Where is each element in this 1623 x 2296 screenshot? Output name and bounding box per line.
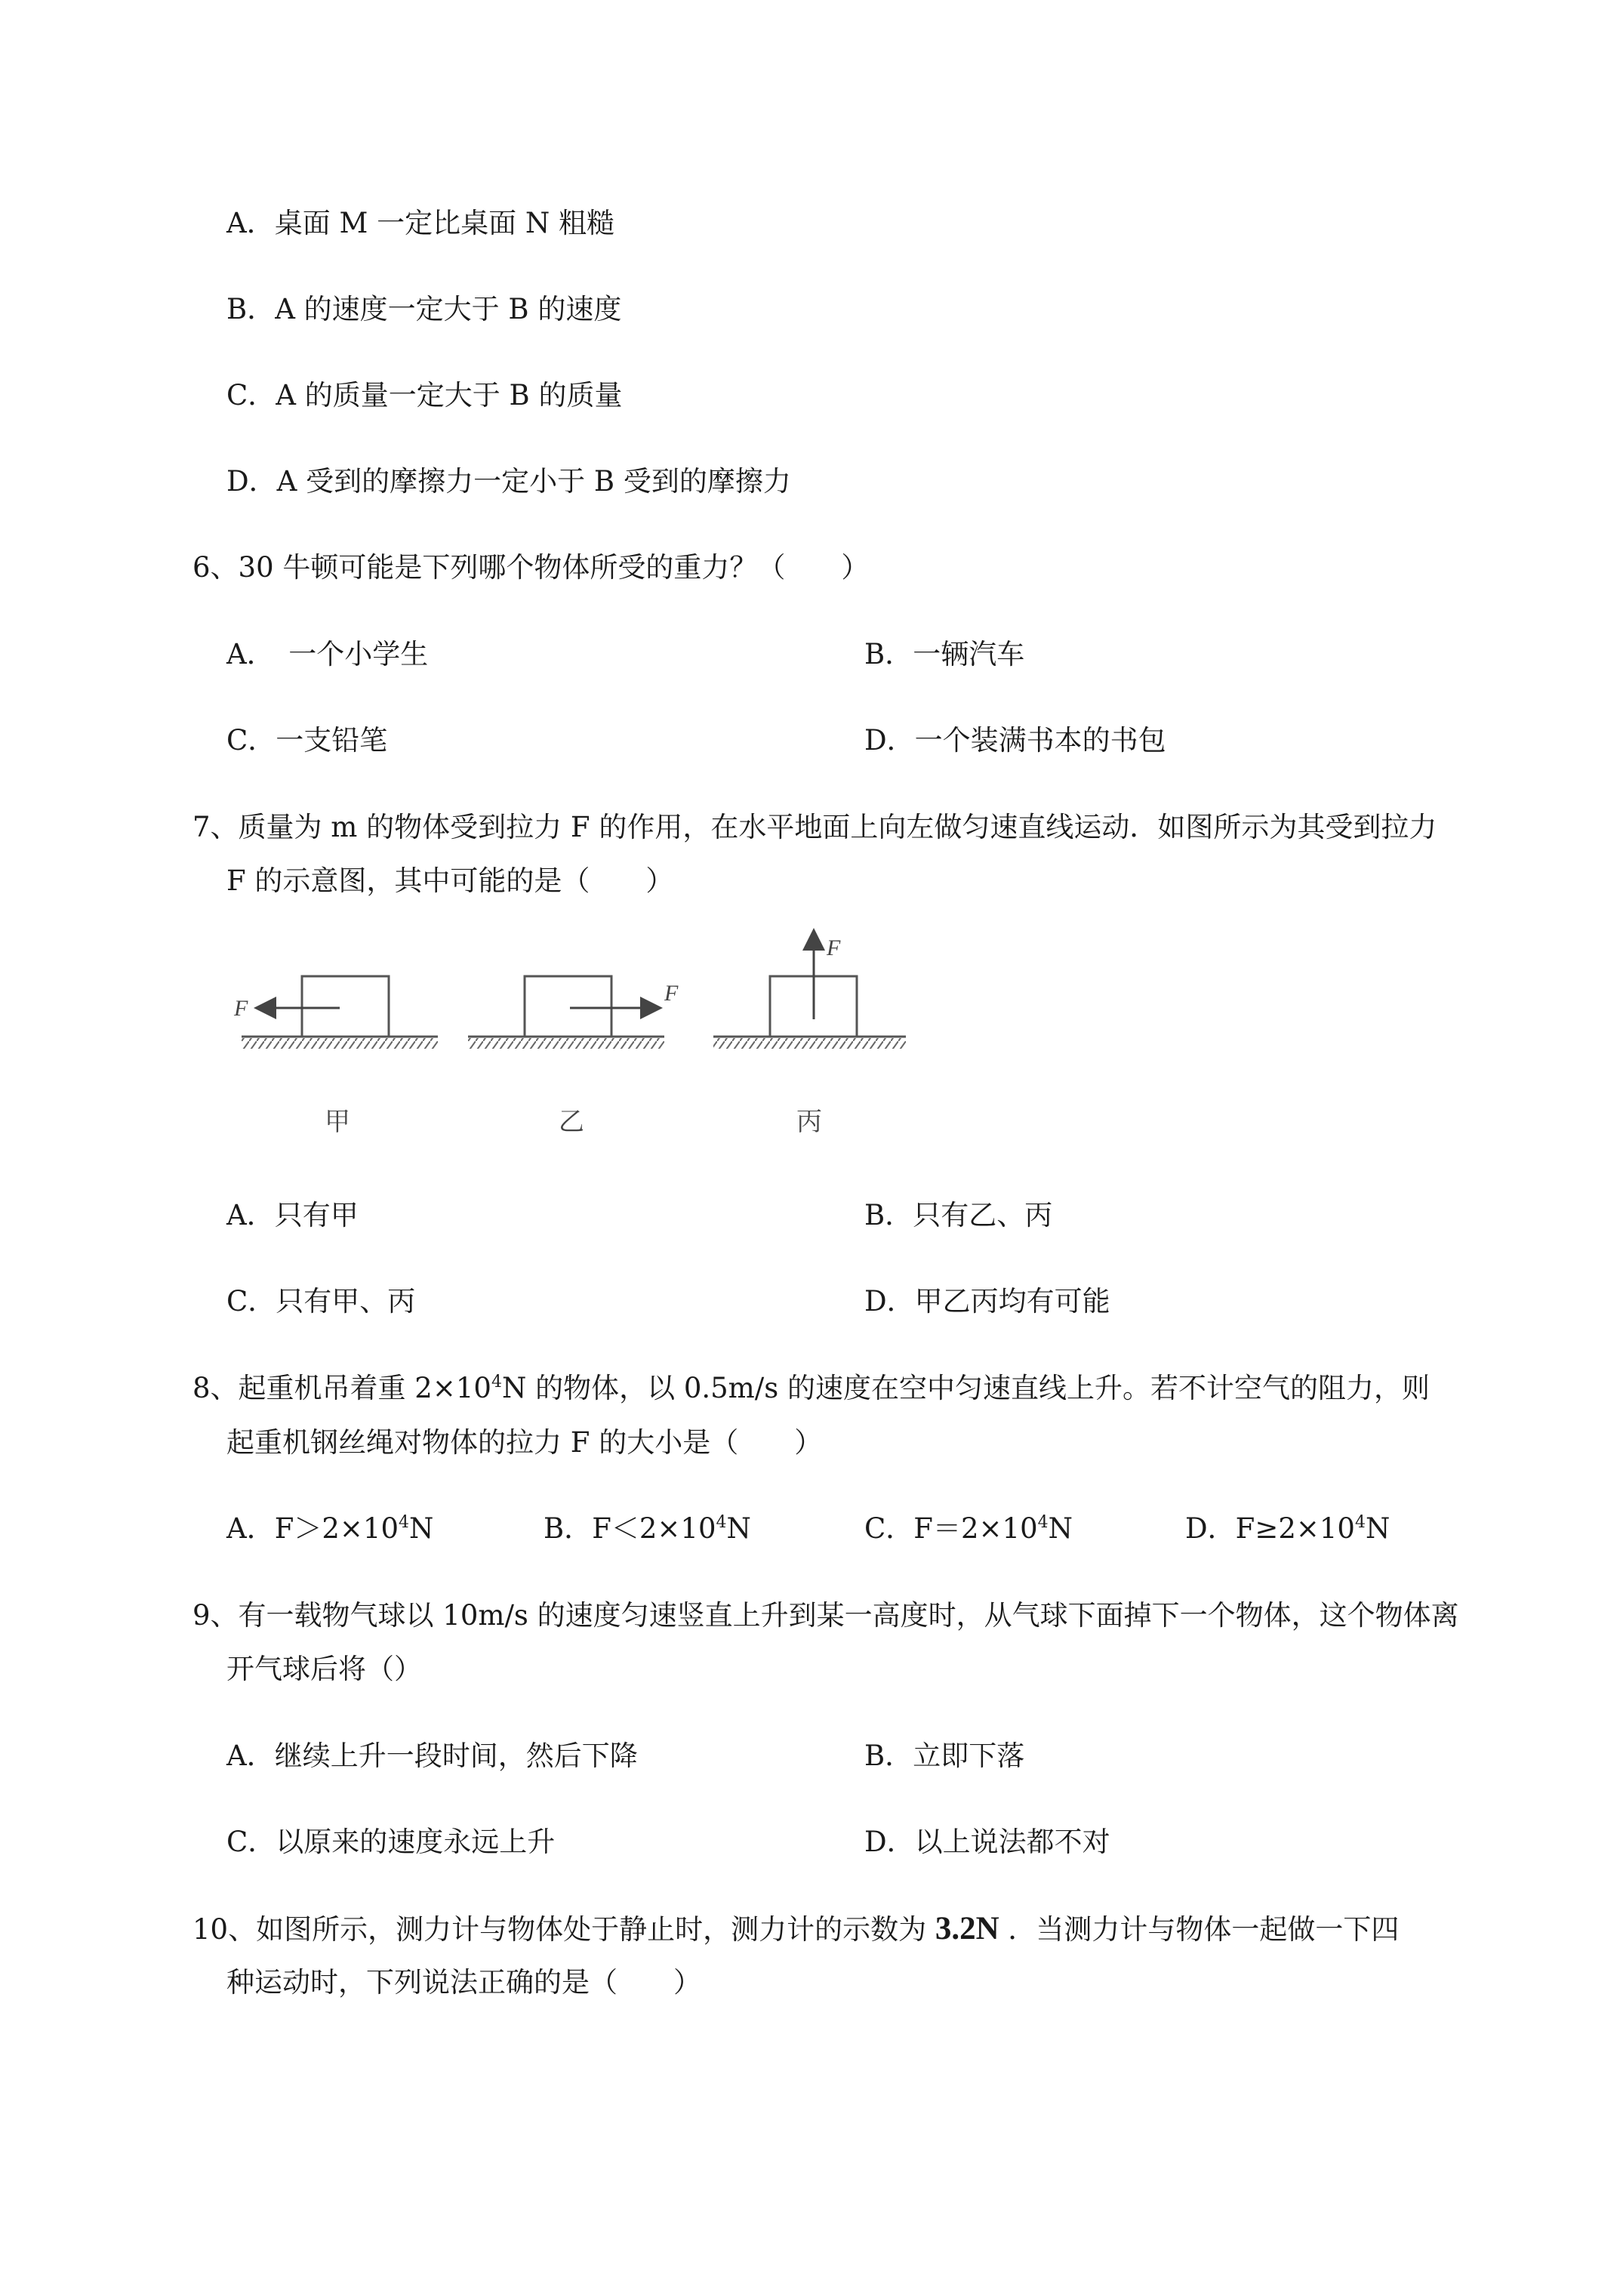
force-label-yi: F: [664, 981, 679, 1006]
q8-stem-line2: 起重机钢丝绳对物体的拉力 F 的大小是（ ）: [226, 1426, 823, 1459]
q9-stem-line1: 9、有一载物气球以 10m/s 的速度匀速竖直上升到某一高度时，从气球下面掉下一个物体，这个物体离: [192, 1599, 1459, 1632]
figure-bing: [713, 932, 906, 1137]
q10-stem-line2: 种运动时，下列说法正确的是（ ）: [226, 1966, 701, 1999]
q7-option-b: B．只有乙、丙: [864, 1199, 1053, 1231]
q5-option-a: A．桌面 M 一定比桌面 N 粗糙: [226, 207, 615, 239]
q10-stem-line1: [192, 1911, 1399, 1948]
q9-option-c: C．以原来的速度永远上升: [226, 1826, 556, 1858]
q7-force-diagram: [226, 925, 906, 1151]
q5-option-d: D．A 受到的摩擦力一定小于 B 受到的摩擦力: [226, 465, 791, 498]
q9-option-a: A．继续上升一段时间，然后下降: [226, 1740, 638, 1772]
q6-option-d: D．一个装满书本的书包: [864, 724, 1166, 757]
q6-option-c: C．一支铅笔: [226, 724, 388, 757]
q5-option-c: C．A 的质量一定大于 B 的质量: [226, 379, 623, 411]
q10-stem-text-a: 10、如图所示，测力计与物体处于静止时，测力计的示数为: [192, 1913, 935, 1946]
q10-stem-text-b: ．当测力计与物体一起做一下四: [999, 1913, 1400, 1946]
q8-stem-text-b: N 的物体，以 0.5m/s 的速度在空中匀速直线上升。若不计空气的阻力，则: [501, 1372, 1430, 1404]
q10-reading-value: 3.2N: [935, 1911, 999, 1946]
q9-stem-line2: 开气球后将（）: [226, 1653, 422, 1685]
figure-label-jia: 甲: [325, 1107, 350, 1137]
q5-option-b: B．A 的速度一定大于 B 的速度: [226, 293, 622, 325]
force-label-bing: F: [827, 935, 841, 960]
q8-option-b: B．$F<2\times 10^4N$: [544, 1512, 751, 1545]
q8-stem-text-a: 8、起重机吊着重 2×10: [192, 1372, 491, 1404]
figure-yi: [468, 976, 679, 1137]
q7-stem-line1: 7、质量为 m 的物体受到拉力 F 的作用，在水平地面上向左做匀速直线运动．如图所示为其受到拉力: [192, 811, 1437, 843]
q7-option-d: D．甲乙丙均有可能: [864, 1285, 1110, 1318]
q6-stem: 6、30 牛顿可能是下列哪个物体所受的重力？（ ）: [192, 551, 870, 584]
q8-option-d: D．$F\ge 2\times 10^4N$: [1185, 1512, 1390, 1545]
q7-option-c: C．只有甲、丙: [226, 1285, 416, 1318]
q7-option-a: A．只有甲: [226, 1199, 359, 1231]
q7-stem-line2: F 的示意图，其中可能的是（ ）: [226, 864, 674, 897]
q6-option-b: B．一辆汽车: [864, 638, 1025, 670]
q9-option-b: B．立即下落: [864, 1740, 1025, 1772]
q8-option-a: A．$F>2\times 10^4N$: [226, 1512, 434, 1545]
q8-stem-exponent: 4: [491, 1373, 502, 1391]
q6-option-a: A． 一个小学生: [226, 638, 429, 670]
figure-label-yi: 乙: [559, 1107, 584, 1137]
force-label-jia: F: [234, 996, 248, 1021]
figure-jia: [233, 976, 438, 1137]
q9-option-d: D．以上说法都不对: [864, 1826, 1110, 1858]
q8-stem-line1: [192, 1370, 1430, 1407]
figure-label-bing: 丙: [796, 1107, 822, 1137]
q8-option-c: C．$F=2\times 10^4N$: [864, 1512, 1073, 1545]
